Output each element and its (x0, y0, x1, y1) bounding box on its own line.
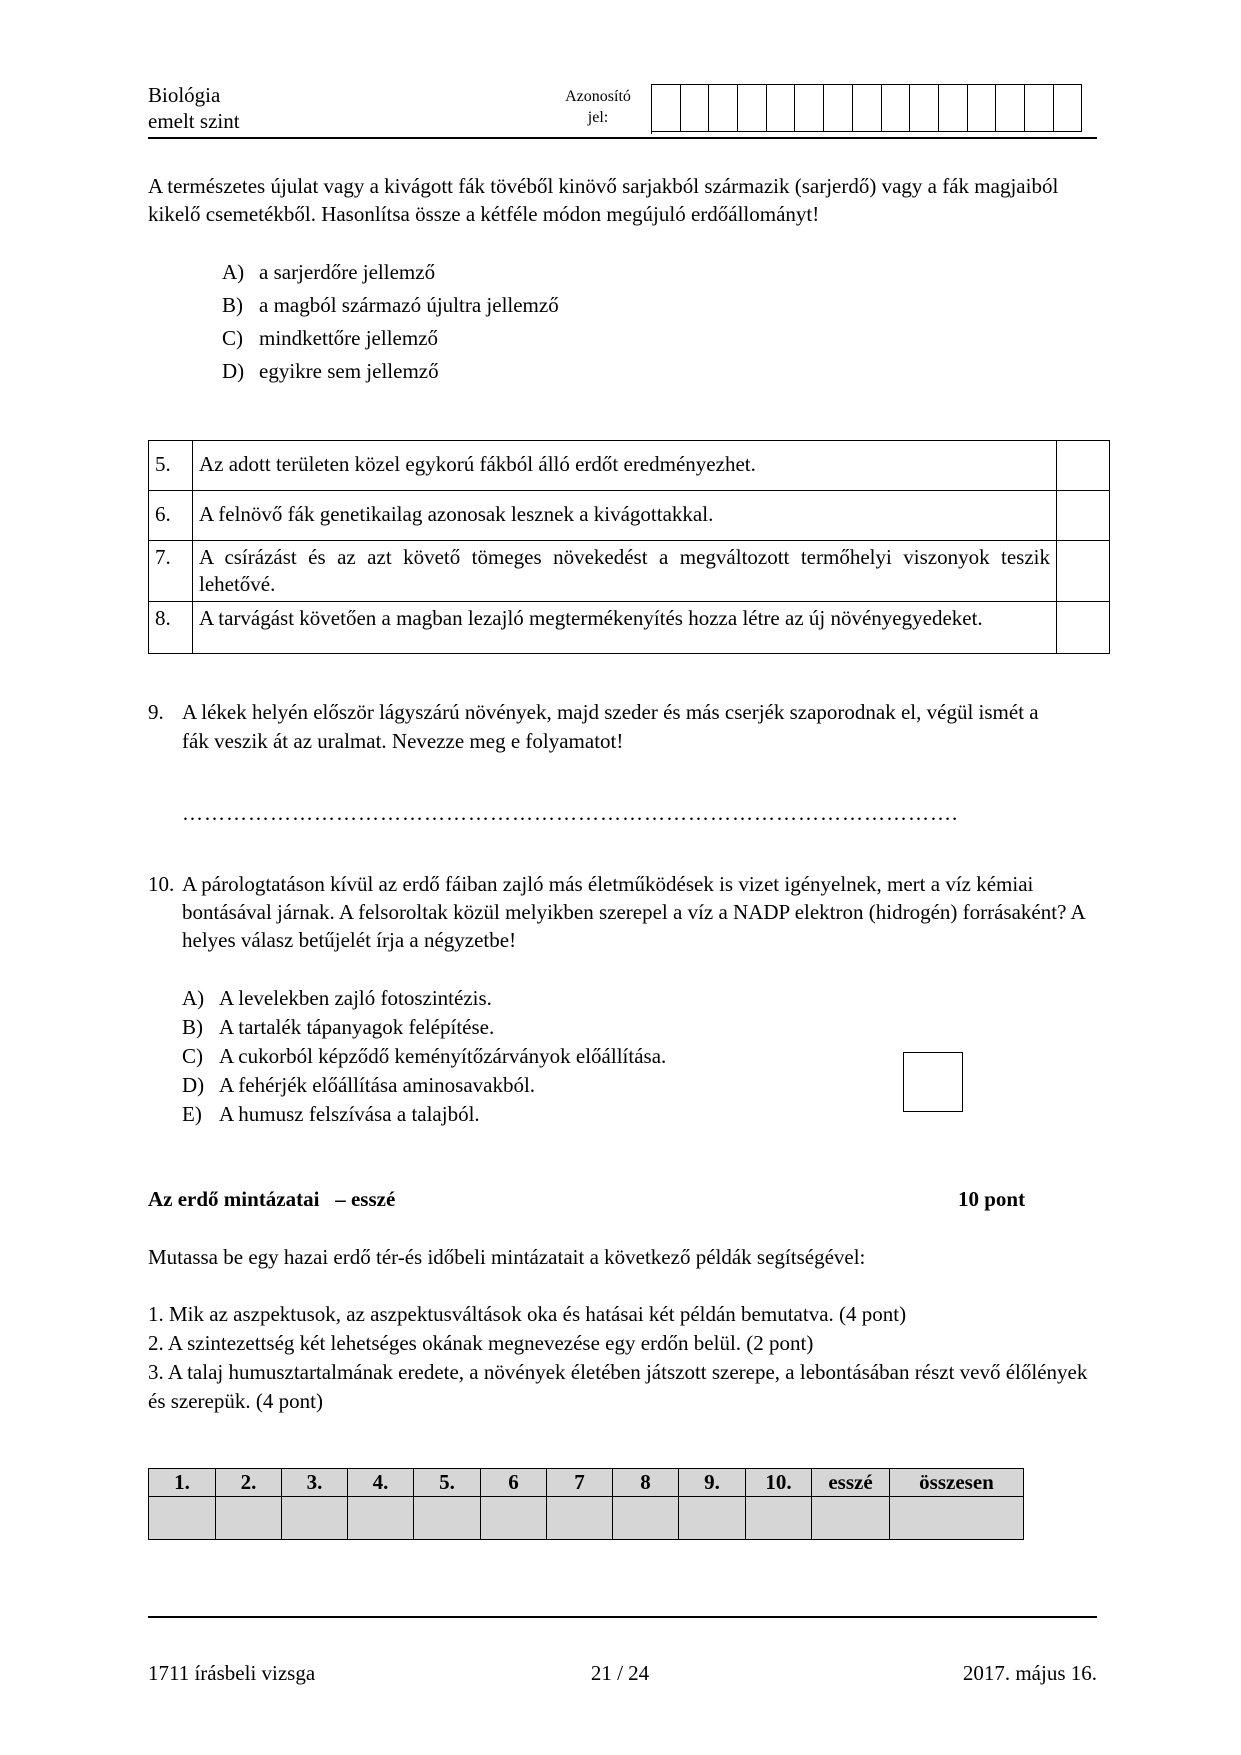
essay-item: 3. A talaj humusztartalmának eredete, a növények életében játszott szerepe, a lebontásában részt vevő élőlények és szerepük. (4 pont) (148, 1360, 1088, 1413)
option-text: mindkettőre jellemző (259, 326, 439, 350)
table-row (149, 491, 1110, 541)
table-row (149, 541, 1110, 602)
score-cell[interactable] (216, 1497, 282, 1540)
table-row (149, 602, 1110, 654)
question-number: 9. (148, 700, 164, 724)
id-cell[interactable] (882, 84, 911, 132)
option-item (182, 984, 666, 1013)
score-cell[interactable] (481, 1497, 547, 1540)
subject-name: Biológia (148, 83, 221, 107)
score-cell[interactable] (348, 1497, 414, 1540)
statement-text: A csírázást és az azt követő tömeges növekedést a megváltozott termőhelyi viszonyok teszik lehetővé. (193, 541, 1057, 602)
id-cell[interactable] (853, 84, 882, 132)
score-cell[interactable] (282, 1497, 348, 1540)
score-header: 7 (547, 1469, 613, 1497)
option-list-1 (222, 256, 559, 388)
essay-items (148, 1300, 1098, 1416)
id-label-line2: jel: (587, 109, 609, 126)
id-cell[interactable] (767, 84, 796, 132)
option-letter: C) (222, 326, 243, 350)
id-cell[interactable] (968, 84, 997, 132)
statement-text: A felnövő fák genetikailag azonosak lesznek a kivágottakkal. (193, 491, 1057, 541)
statement-number: 7. (149, 541, 193, 602)
option-letter: C) (182, 1044, 203, 1068)
option-text: a magból származó újultra jellemző (259, 293, 559, 317)
option-item (182, 1100, 666, 1129)
id-cell[interactable] (738, 84, 767, 132)
score-cell[interactable] (812, 1497, 890, 1540)
score-header: esszé (812, 1469, 890, 1497)
id-cell[interactable] (795, 84, 824, 132)
intro-text: A természetes újulat vagy a kivágott fák tövéből kinövő sarjakból származik (sarjerdő) vagy a fák magjaiból kikelő csemetékből. Hasonlítsa össze a kétféle módon megújuló erdőállományt! (148, 174, 1059, 226)
answer-cell[interactable] (1057, 541, 1110, 602)
score-header: 9. (679, 1469, 746, 1497)
table-row (149, 441, 1110, 491)
option-letter: B) (182, 1015, 203, 1039)
option-item (222, 355, 559, 388)
id-cell[interactable] (1025, 84, 1054, 132)
question-10 (148, 870, 1098, 954)
footer-date: 2017. május 16. (962, 1661, 1097, 1685)
option-item (182, 1013, 666, 1042)
essay-item: 1. Mik az aszpektusok, az aszpektusváltások oka és hatásai két példán bemutatva. (4 pont) (148, 1302, 907, 1326)
score-header: 3. (282, 1469, 348, 1497)
question-9 (148, 698, 1068, 756)
id-label-line1: Azonosító (565, 88, 631, 105)
option-item (222, 322, 559, 355)
option-letter: D) (182, 1073, 205, 1097)
score-header: 6 (481, 1469, 547, 1497)
statement-text: Az adott területen közel egykorú fákból álló erdőt eredményezhet. (193, 441, 1057, 491)
option-text: A tartalék tápanyagok felépítése. (219, 1015, 495, 1039)
page-number: 21 / 24 (590, 1661, 650, 1685)
essay-title: Az erdő mintázatai – esszé (148, 1187, 396, 1211)
score-cell[interactable] (746, 1497, 812, 1540)
score-cell[interactable] (149, 1497, 216, 1540)
answer-cell[interactable] (1057, 491, 1110, 541)
score-header: 4. (348, 1469, 414, 1497)
score-header: 2. (216, 1469, 282, 1497)
answer-box[interactable] (903, 1052, 963, 1112)
question-number: 10. (148, 872, 175, 896)
id-cell[interactable] (910, 84, 939, 132)
statement-number: 8. (149, 602, 193, 654)
option-letter: B) (222, 293, 243, 317)
essay-intro: Mutassa be egy hazai erdő tér-és időbeli mintázatait a következő példák segítségével: (148, 1245, 866, 1269)
option-item (222, 256, 559, 289)
essay-points: 10 pont (958, 1187, 1026, 1211)
option-text: A levelekben zajló fotoszintézis. (219, 986, 492, 1010)
question-text: A lékek helyén először lágyszárú növények, majd szeder és más cserjék szaporodnak el, végül ismét a fák veszik át az uralmat. Nevezze meg e folyamatot! (182, 700, 1039, 753)
option-text: egyikre sem jellemző (259, 359, 439, 383)
option-item (222, 289, 559, 322)
footer-exam: 1711 írásbeli vizsga (148, 1661, 316, 1685)
score-header: 5. (414, 1469, 481, 1497)
id-cell[interactable] (652, 84, 681, 132)
id-cell[interactable] (1054, 84, 1083, 132)
statement-text: A tarvágást követően a magban lezajló megtermékenyítés hozza létre az új növényegyedeket. (193, 602, 1057, 654)
option-text: a sarjerdőre jellemző (259, 260, 436, 284)
score-cell[interactable] (547, 1497, 613, 1540)
id-grid (651, 84, 1082, 134)
option-list-2 (182, 984, 666, 1129)
option-letter: A) (222, 260, 245, 284)
option-item (182, 1071, 666, 1100)
answer-cell[interactable] (1057, 602, 1110, 654)
score-table (148, 1468, 1024, 1540)
essay-item: 2. A szintezettség két lehetséges okának megnevezése egy erdőn belül. (2 pont) (148, 1331, 814, 1355)
option-letter: E) (182, 1102, 202, 1126)
score-header: összesen (890, 1469, 1024, 1497)
answer-line[interactable]: ……………………………………………………………………………………………. (182, 801, 959, 825)
id-cell[interactable] (709, 84, 738, 132)
option-text: A humusz felszívása a talajból. (219, 1102, 480, 1126)
score-header: 1. (149, 1469, 216, 1497)
header-subject (148, 82, 240, 134)
option-text: A fehérjék előállítása aminosavakból. (219, 1073, 536, 1097)
id-label (548, 86, 648, 128)
subject-level: emelt szint (148, 109, 240, 133)
statement-number: 5. (149, 441, 193, 491)
score-cell[interactable] (414, 1497, 481, 1540)
id-cell[interactable] (996, 84, 1025, 132)
id-cell[interactable] (939, 84, 968, 132)
score-cell[interactable] (890, 1497, 1024, 1540)
statement-table (148, 440, 1110, 654)
option-item (182, 1042, 666, 1071)
id-cell[interactable] (824, 84, 853, 132)
option-text: A cukorból képződő keményítőzárványok előállítása. (219, 1044, 667, 1068)
footer-divider (148, 1616, 1097, 1618)
statement-number: 6. (149, 491, 193, 541)
header-divider (148, 137, 1097, 139)
option-letter: D) (222, 359, 245, 383)
answer-cell[interactable] (1057, 441, 1110, 491)
question-text: A párologtatáson kívül az erdő fáiban zajló más életműködések is vizet igényelnek, mert a víz kémiai bontásával járnak. A felsoroltak közül melyikben szerepel a víz a NADP elektron (hidrogén) forrásaként? A helyes válasz betűjelét írja a négyzetbe! (182, 872, 1085, 952)
score-cell[interactable] (679, 1497, 746, 1540)
option-letter: A) (182, 986, 205, 1010)
score-header: 8 (613, 1469, 679, 1497)
score-header: 10. (746, 1469, 812, 1497)
score-cell[interactable] (613, 1497, 679, 1540)
id-cell[interactable] (681, 84, 710, 132)
